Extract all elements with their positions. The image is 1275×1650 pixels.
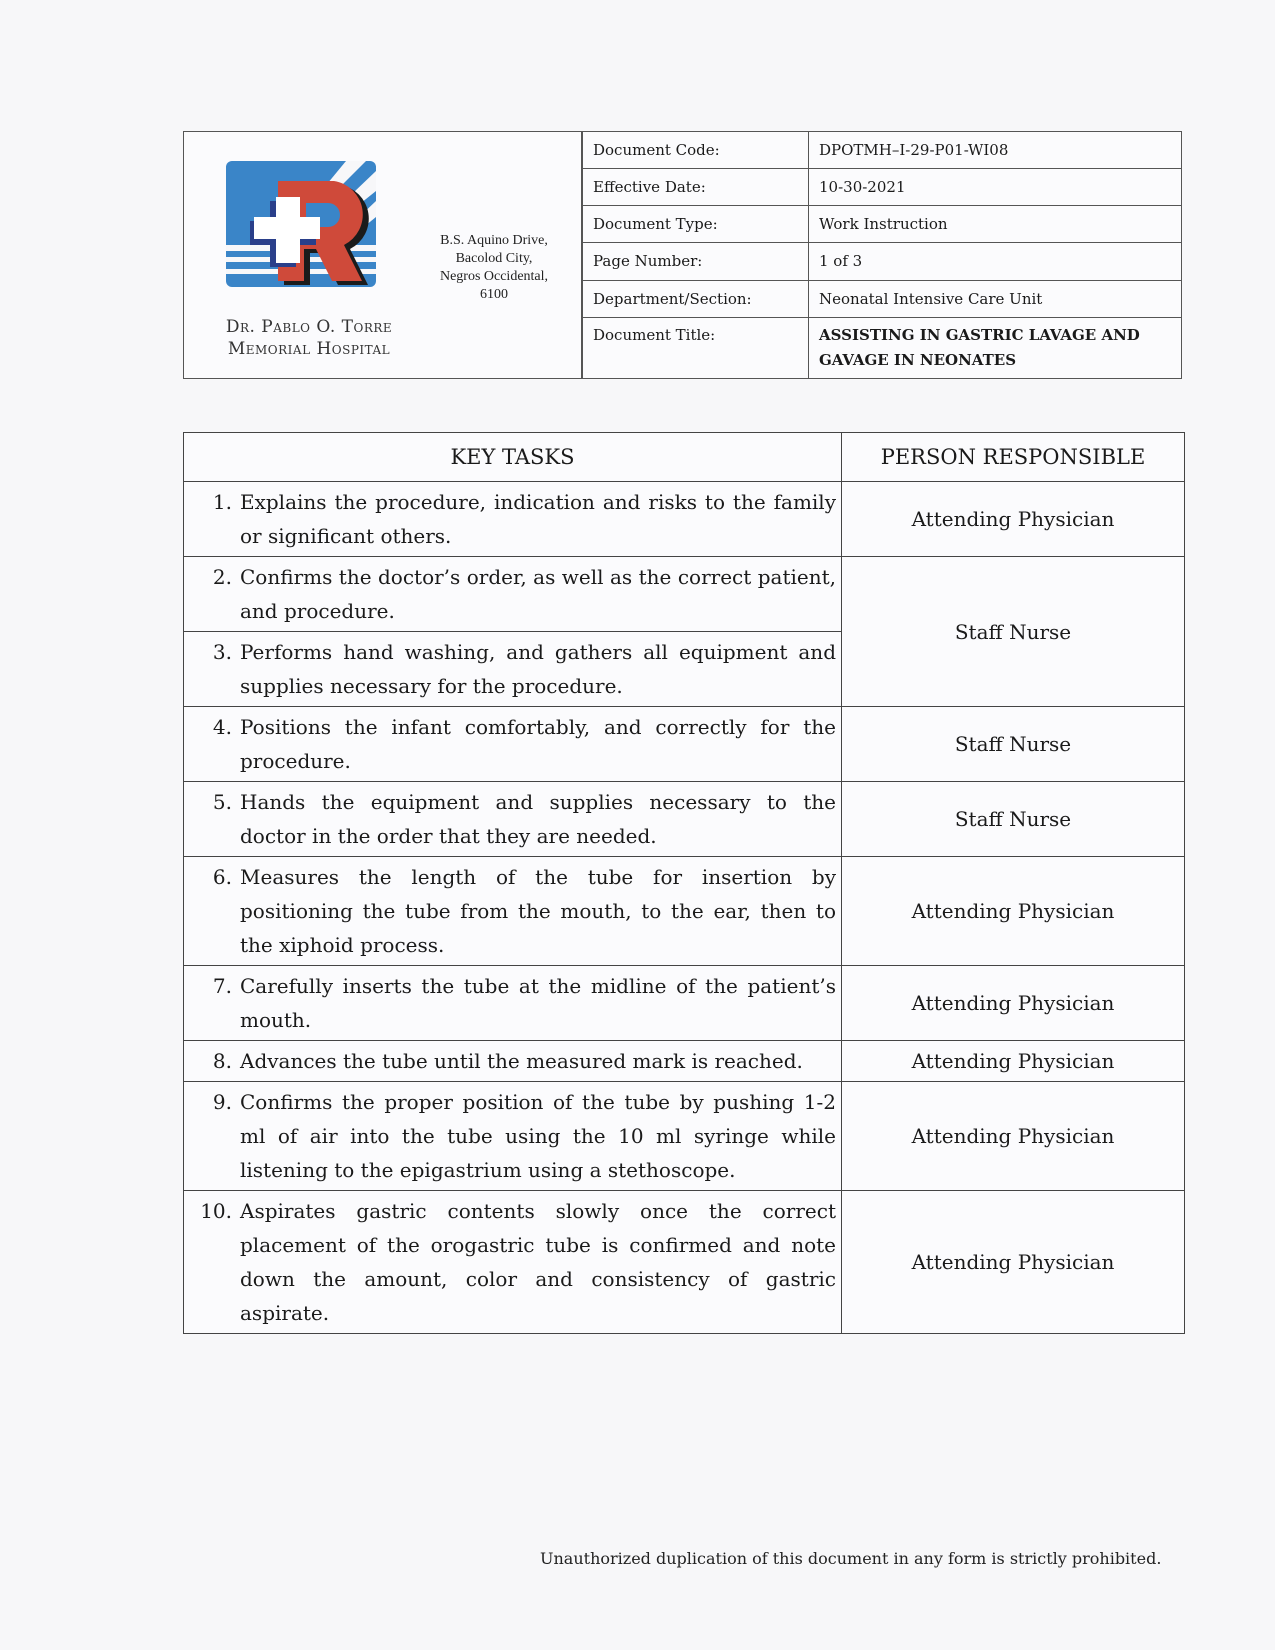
task-number: 3.: [212, 640, 232, 664]
hospital-name-line1: Dr. Pablo O. Torre: [225, 317, 393, 337]
meta-label: Department/Section:: [583, 280, 809, 317]
task-number: 10.: [200, 1199, 232, 1223]
task-cell: [184, 1041, 842, 1082]
table-row: [184, 1041, 1185, 1082]
task-cell: [184, 857, 842, 966]
meta-row-page: [583, 243, 1182, 280]
table-row: [184, 1082, 1185, 1191]
column-header-key-tasks: KEY TASKS: [184, 433, 842, 482]
table-row: [184, 782, 1185, 857]
meta-row-title: [583, 317, 1182, 378]
hospital-address: [414, 232, 574, 304]
meta-row-date: [583, 169, 1182, 206]
task-number: 5.: [212, 790, 232, 814]
table-row: [184, 482, 1185, 557]
task-text: Advances the tube until the measured mark is reached.: [240, 1049, 803, 1073]
table-row: [184, 857, 1185, 966]
person-responsible: Attending Physician: [842, 1041, 1185, 1082]
hospital-branding: [184, 132, 582, 378]
task-text: Aspirates gastric contents slowly once the correct placement of the orogastric tube is confirmed and note down the amount, color and consistency of gastric aspirate.: [240, 1199, 836, 1325]
address-line: Negros Occidental,: [439, 269, 549, 284]
task-text: Confirms the doctor’s order, as well as the correct patient, and procedure.: [240, 565, 836, 623]
task-number: 1.: [212, 490, 232, 514]
effective-date: 10-30-2021: [809, 169, 1182, 206]
meta-row-code: [583, 132, 1182, 169]
task-number: 7.: [212, 974, 232, 998]
document-meta-table: [582, 132, 1181, 378]
duplication-notice: Unauthorized duplication of this document in any form is strictly prohibited.: [540, 1549, 1162, 1568]
hospital-name-line2: Memorial Hospital: [227, 339, 391, 359]
column-header-person-responsible: PERSON RESPONSIBLE: [842, 433, 1185, 482]
task-text: Positions the infant comfortably, and correctly for the procedure.: [240, 715, 836, 773]
document-header: [183, 131, 1182, 379]
table-header-row: [184, 433, 1185, 482]
person-responsible: Attending Physician: [842, 966, 1185, 1041]
person-responsible: Attending Physician: [842, 857, 1185, 966]
task-text: Confirms the proper position of the tube by pushing 1-2 ml of air into the tube using the 10 ml syringe while listening to the epigastrium using a stethoscope.: [240, 1090, 836, 1182]
task-cell: [184, 557, 842, 632]
department-section: Neonatal Intensive Care Unit: [809, 280, 1182, 317]
task-cell: [184, 1191, 842, 1334]
table-row: [184, 966, 1185, 1041]
task-number: 8.: [212, 1049, 232, 1073]
task-text: Performs hand washing, and gathers all equipment and supplies necessary for the procedure.: [240, 640, 836, 698]
person-responsible: Attending Physician: [842, 1191, 1185, 1334]
meta-label: Document Code:: [583, 132, 809, 169]
hospital-name: [194, 316, 424, 360]
table-row: [184, 707, 1185, 782]
key-tasks-table: [183, 432, 1185, 1334]
meta-label: Document Title:: [583, 317, 809, 378]
document-type: Work Instruction: [809, 206, 1182, 243]
meta-row-type: [583, 206, 1182, 243]
address-line: 6100: [480, 287, 508, 302]
task-text: Measures the length of the tube for insertion by positioning the tube from the mouth, to the ear, then to the xiphoid process.: [240, 865, 836, 957]
person-responsible: Attending Physician: [842, 482, 1185, 557]
meta-label: Page Number:: [583, 243, 809, 280]
table-row: [184, 557, 1185, 632]
task-text: Carefully inserts the tube at the midline of the patient’s mouth.: [240, 974, 836, 1032]
task-cell: [184, 482, 842, 557]
person-responsible: Staff Nurse: [842, 707, 1185, 782]
hospital-cross-r-logo-icon: [226, 161, 396, 291]
task-cell: [184, 707, 842, 782]
task-text: Explains the procedure, indication and risks to the family or significant others.: [240, 490, 836, 548]
person-responsible: Staff Nurse: [842, 557, 1185, 707]
meta-row-department: [583, 280, 1182, 317]
meta-label: Document Type:: [583, 206, 809, 243]
person-responsible: Staff Nurse: [842, 782, 1185, 857]
task-cell: [184, 1082, 842, 1191]
task-text: Hands the equipment and supplies necessary to the doctor in the order that they are needed.: [240, 790, 836, 848]
task-cell: [184, 632, 842, 707]
task-number: 2.: [212, 565, 232, 589]
address-line: B.S. Aquino Drive,: [440, 233, 548, 248]
page-number: 1 of 3: [809, 243, 1182, 280]
task-number: 6.: [212, 865, 232, 889]
table-row: [184, 1191, 1185, 1334]
task-number: 4.: [212, 715, 232, 739]
document-code: DPOTMH–I-29-P01-WI08: [809, 132, 1182, 169]
person-responsible: Attending Physician: [842, 1082, 1185, 1191]
task-cell: [184, 966, 842, 1041]
task-number: 9.: [212, 1090, 232, 1114]
document-title: ASSISTING IN GASTRIC LAVAGE AND GAVAGE IN NEONATES: [809, 317, 1182, 378]
meta-label: Effective Date:: [583, 169, 809, 206]
address-line: Bacolod City,: [455, 251, 533, 266]
task-cell: [184, 782, 842, 857]
